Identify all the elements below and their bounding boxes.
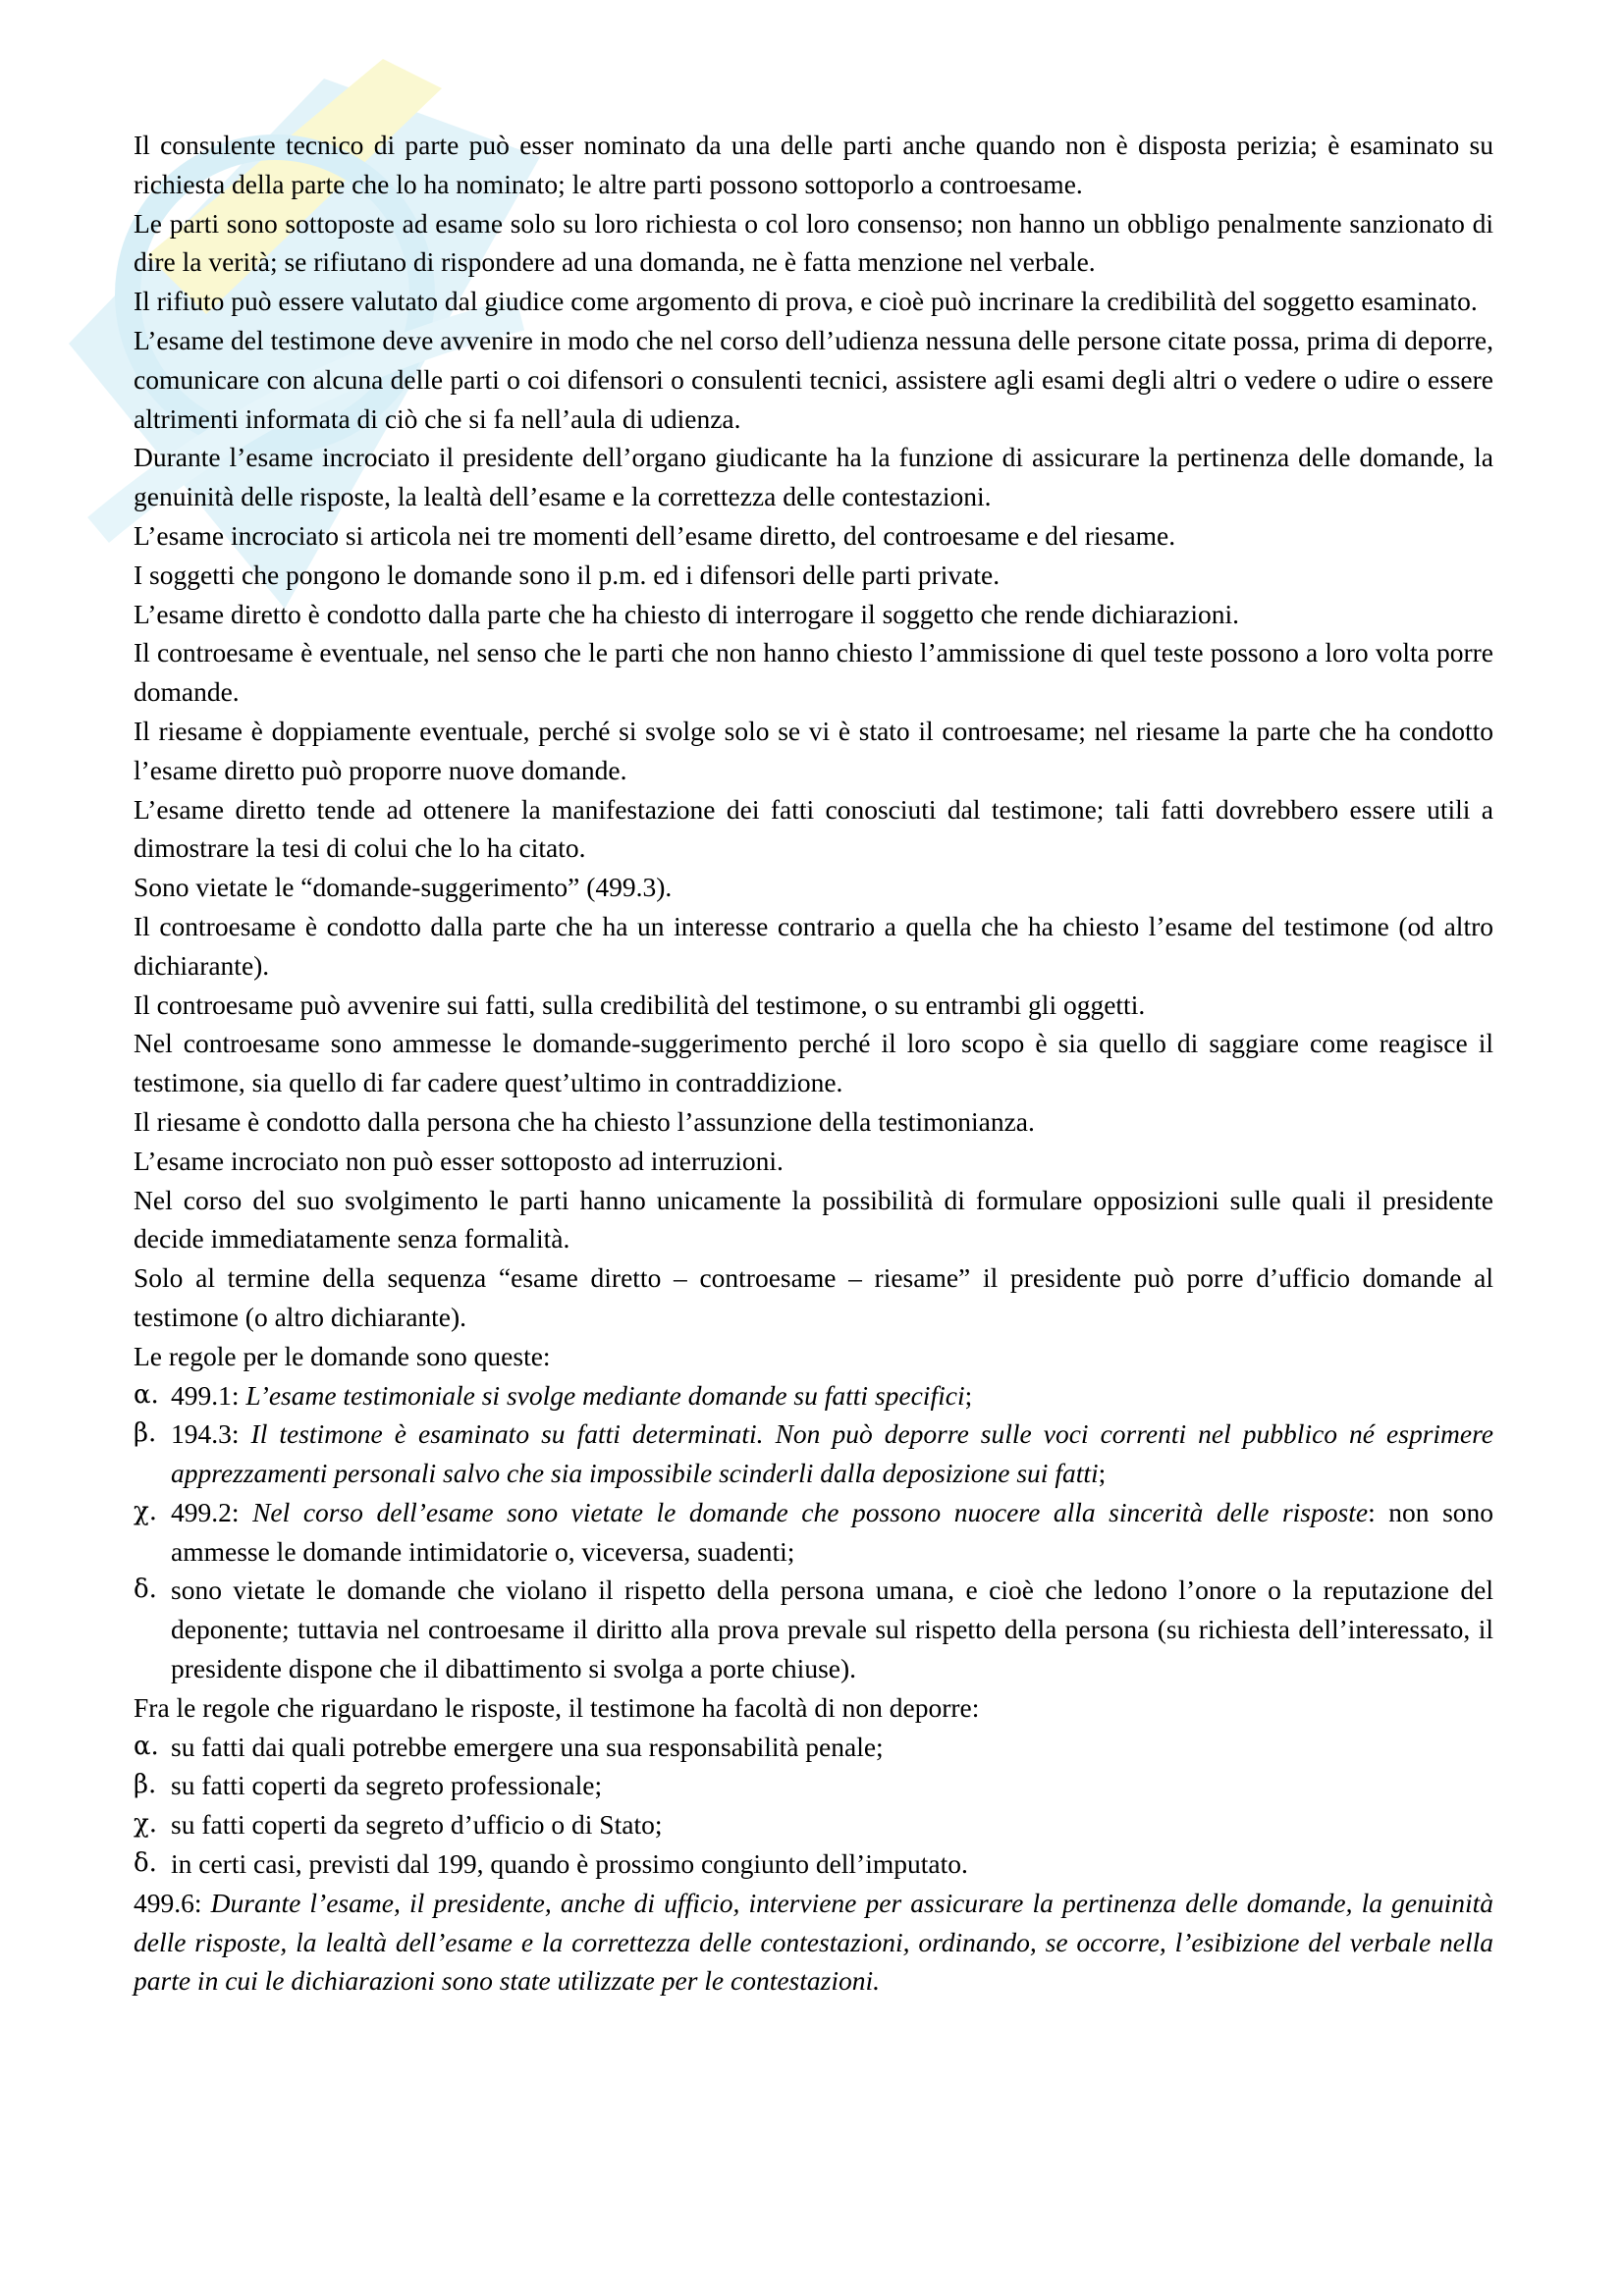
answer-text: in certi casi, previsti dal 199, quando è prossimo congiunto dell’imputato. [171, 1848, 968, 1880]
paragraph: Sono vietate le “domande-suggerimento” (499.3). [134, 872, 673, 903]
paragraph: Il riesame è doppiamente eventuale, perché si svolge solo se vi è stato il controesame; nel riesame la parte che ha condotto l’esame diretto può proporre nuove domande. [134, 715, 1493, 785]
rule-text [171, 1376, 1493, 1415]
quoted-norm: Nel corso dell’esame sono vietate le domande che possono nuocere alla sincerità delle risposte [252, 1496, 1369, 1527]
paragraph: L’esame diretto è condotto dalla parte che ha chiesto di interrogare il soggetto che rende dichiarazioni. [134, 598, 1240, 629]
rule-rest: : non sono ammesse le domande intimidatorie o, viceversa, suadenti; [171, 1496, 1494, 1567]
article-ref: 499.1: [171, 1379, 246, 1411]
quoted-norm: Durante l’esame, il presidente, anche di ufficio, interviene per assicurare la pertinenza delle domande, la genuinità delle risposte, la lealtà dell’esame e la correttezza delle contestazioni, ordinando, se occorre, l’esibizione del verbale nella parte in cui le dichiarazioni sono state utilizzate per le contestazioni. [134, 1887, 1494, 1997]
article-ref: 499.6: [134, 1887, 211, 1918]
rule-item [134, 1376, 1493, 1415]
paragraph: L’esame diretto tende ad ottenere la manifestazione dei fatti conosciuti dal testimone; tali fatti dovrebbero essere utili a dimostrare la tesi di colui che lo ha citato. [134, 793, 1493, 864]
paragraph: Il riesame è condotto dalla persona che ha chiesto l’assunzione della testimonianza. [134, 1105, 1035, 1137]
paragraph: Solo al termine della sequenza “esame diretto – controesame – riesame” il presidente può porre d’ufficio domande al testimone (o altro dichiarante). [134, 1262, 1493, 1332]
rule-rest: ; [1098, 1458, 1107, 1489]
paragraph: I soggetti che pongono le domande sono il p.m. ed i difensori delle parti private. [134, 559, 1001, 590]
paragraph: Durante l’esame incrociato il presidente dell’organo giudicante ha la funzione di assicurare la pertinenza delle domande, la genuinità delle risposte, la lealtà dell’esame e la correttezza delle contestazioni. [134, 442, 1493, 512]
answer-text: su fatti coperti da segreto d’ufficio o di Stato; [171, 1809, 663, 1841]
answer-text: su fatti dai quali potrebbe emergere una sua responsabilità penale; [171, 1731, 884, 1762]
list-marker: χ. [134, 1809, 158, 1840]
paragraph: Il controesame è eventuale, nel senso che le parti che non hanno chiesto l’ammissione di quel teste possono a loro volta porre domande. [134, 637, 1493, 708]
list-marker: α. [134, 1731, 159, 1761]
document-body [134, 126, 1493, 2001]
paragraph: Nel controesame sono ammesse le domande-suggerimento perché il loro scopo è sia quello di saggiare come reagisce il testimone, sia quello di far cadere quest’ultimo in contraddizione. [134, 1028, 1493, 1098]
answer-item [134, 1766, 1493, 1805]
rule-rest: sono vietate le domande che violano il rispetto della persona umana, e cioè che ledono l’onore o la reputazione del deponente; tuttavia nel controesame il diritto alla prova prevale sul rispetto della persona (su richiesta dell’interessato, il presidente dispone che il dibattimento si svolga a porte chiuse). [171, 1575, 1493, 1684]
rule-text [171, 1571, 1493, 1687]
answer-item [134, 1805, 1493, 1844]
answer-item [134, 1844, 1493, 1884]
rule-rest: ; [964, 1379, 973, 1411]
answers-intro: Fra le regole che riguardano le risposte, il testimone ha facoltà di non deporre: [134, 1691, 980, 1723]
rule-item [134, 1493, 1493, 1572]
rule-item [134, 1571, 1493, 1687]
list-marker: δ. [134, 1848, 157, 1879]
paragraph: Il consulente tecnico di parte può esser nominato da una delle parti anche quando non è disposta perizia; è esaminato su richiesta della parte che lo ha nominato; le altre parti possono sottoporlo a controesame. [134, 130, 1493, 199]
answer-item [134, 1728, 1493, 1767]
list-marker: β. [134, 1418, 157, 1449]
list-marker: δ. [134, 1575, 157, 1605]
paragraph: Il controesame è condotto dalla parte che ha un interesse contrario a quella che ha chiesto l’esame del testimone (od altro dichiarante). [134, 910, 1493, 981]
list-marker: χ. [134, 1496, 158, 1526]
paragraph: Le parti sono sottoposte ad esame solo su loro richiesta o col loro consenso; non hanno un obbligo penalmente sanzionato di dire la verità; se rifiutano di rispondere ad una domanda, ne è fatta menzione nel verbale. [134, 207, 1493, 278]
rule-text [171, 1493, 1493, 1572]
paragraph: Le regole per le domande sono queste: [134, 1340, 551, 1371]
list-marker: β. [134, 1770, 157, 1800]
answer-text: su fatti coperti da segreto professionale; [171, 1770, 603, 1801]
paragraph: Il controesame può avvenire sui fatti, sulla credibilità del testimone, o su entrambi gli oggetti. [134, 988, 1146, 1020]
article-ref: 194.3: [171, 1418, 251, 1450]
paragraph: L’esame incrociato si articola nei tre momenti dell’esame diretto, del controesame e del riesame. [134, 519, 1176, 551]
final-paragraph [134, 1884, 1493, 2001]
list-marker: α. [134, 1379, 159, 1410]
paragraph: L’esame del testimone deve avvenire in modo che nel corso dell’udienza nessuna delle persone citate possa, prima di deporre, comunicare con alcuna delle parti o coi difensori o consulenti tecnici, assistere agli esami degli altri o vedere o udire o essere altrimenti informata di ciò che si fa nell’aula di udienza. [134, 324, 1493, 434]
paragraph: L’esame incrociato non può esser sottoposto ad interruzioni. [134, 1145, 784, 1176]
quoted-norm: L’esame testimoniale si svolge mediante domande su fatti specifici [245, 1379, 965, 1411]
rule-text [171, 1415, 1493, 1493]
article-ref: 499.2: [171, 1496, 253, 1527]
quoted-norm: Il testimone è esaminato su fatti determinati. Non può deporre sulle voci correnti nel pubblico né esprimere apprezzamenti personali salvo che sia impossibile scinderli dalla deposizione sui fatti [171, 1418, 1493, 1489]
rule-item [134, 1415, 1493, 1493]
paragraph: Nel corso del suo svolgimento le parti hanno unicamente la possibilità di formulare opposizioni sulle quali il presidente decide immediatamente senza formalità. [134, 1184, 1493, 1255]
paragraph: Il rifiuto può essere valutato dal giudice come argomento di prova, e cioè può incrinare la credibilità del soggetto esaminato. [134, 286, 1478, 317]
